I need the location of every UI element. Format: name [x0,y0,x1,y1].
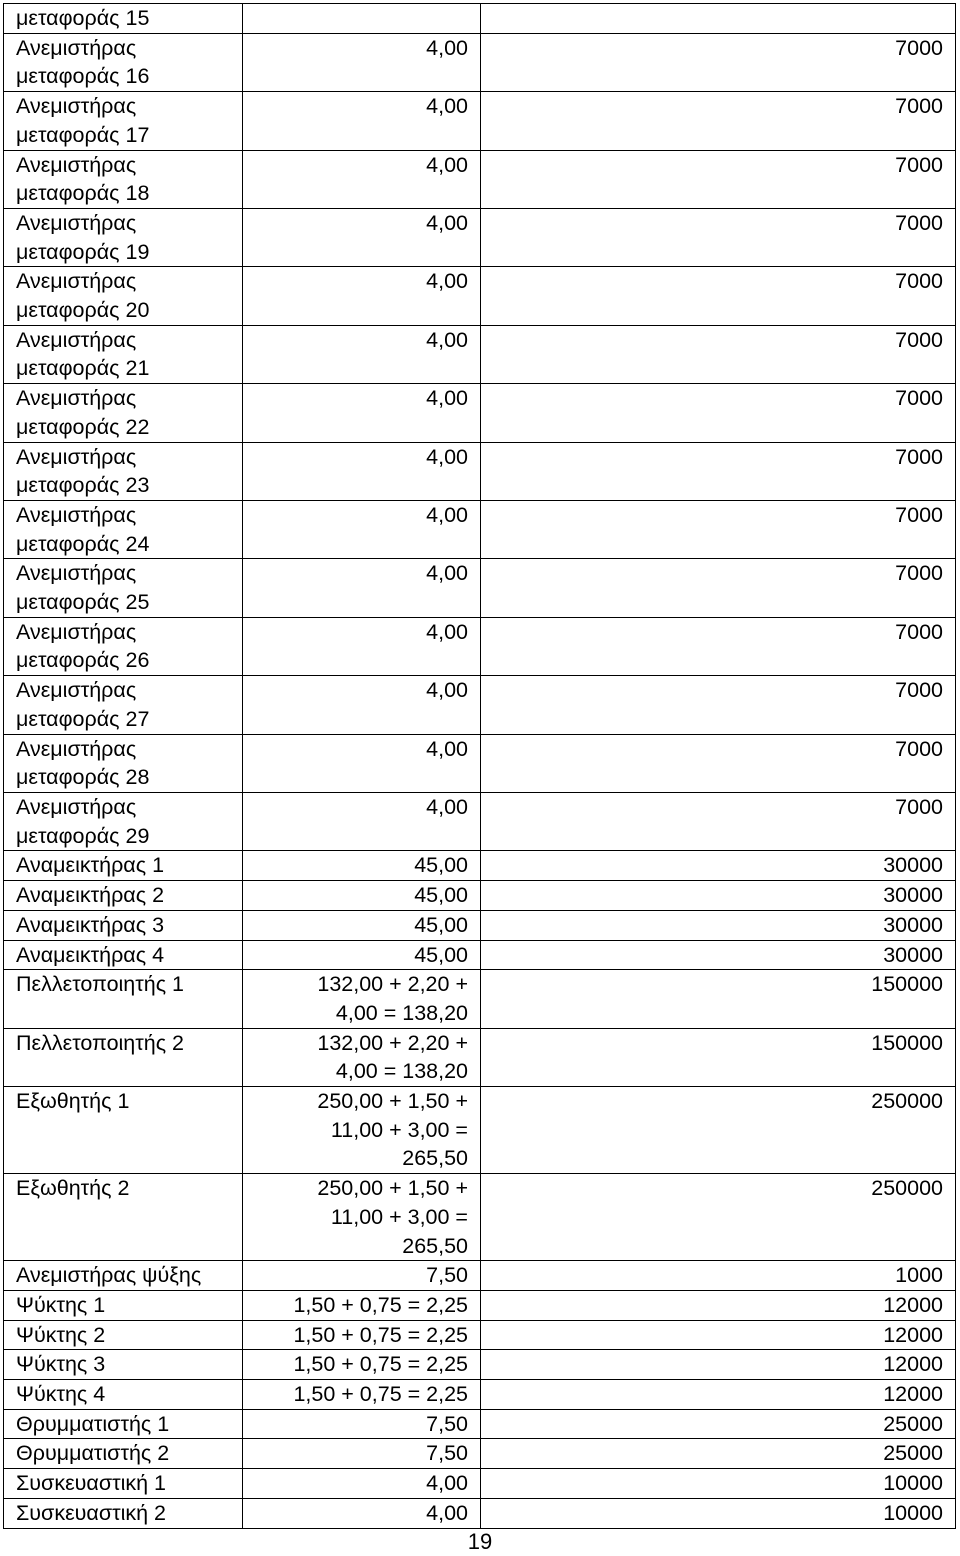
power-value-cell: 1,50 + 0,75 = 2,25 [243,1320,481,1350]
power-value-cell: 4,00 [243,267,481,325]
cost-value-cell: 12000 [481,1320,956,1350]
table-row [4,881,956,911]
equipment-name-cell: Θρυμματιστής 2 [4,1439,243,1469]
power-value-cell: 4,00 [243,150,481,208]
cost-value-cell: 7000 [481,442,956,500]
equipment-name-cell: Συσκευαστική 1 [4,1469,243,1499]
table-row [4,208,956,266]
power-value-cell: 4,00 [243,208,481,266]
equipment-name-cell: Ανεμιστήρας μεταφοράς 20 [4,267,243,325]
table-row [4,940,956,970]
power-value-cell: 1,50 + 0,75 = 2,25 [243,1350,481,1380]
power-value-cell: 4,00 [243,384,481,442]
equipment-name-cell: Εξωθητής 1 [4,1087,243,1174]
cost-value-cell: 1000 [481,1261,956,1291]
equipment-name-cell: Ανεμιστήρας μεταφοράς 21 [4,325,243,383]
power-value-cell: 45,00 [243,881,481,911]
table-row [4,150,956,208]
power-value-cell: 4,00 [243,325,481,383]
cost-value-cell: 150000 [481,970,956,1028]
cost-value-cell: 7000 [481,92,956,150]
table-row [4,1028,956,1086]
table-row [4,92,956,150]
equipment-name-cell: μεταφοράς 15 [4,4,243,34]
power-value-cell: 45,00 [243,910,481,940]
equipment-name-cell: Ανεμιστήρας μεταφοράς 18 [4,150,243,208]
cost-value-cell: 10000 [481,1498,956,1528]
cost-value-cell: 30000 [481,881,956,911]
cost-value-cell: 7000 [481,208,956,266]
power-value-cell: 4,00 [243,442,481,500]
power-value-cell: 45,00 [243,851,481,881]
cost-value-cell: 25000 [481,1409,956,1439]
equipment-name-cell: Πελλετοποιητής 2 [4,1028,243,1086]
table-row [4,851,956,881]
table-row [4,442,956,500]
cost-value-cell: 7000 [481,559,956,617]
cost-value-cell: 250000 [481,1087,956,1174]
table-row [4,1174,956,1261]
equipment-name-cell: Ανεμιστήρας μεταφοράς 24 [4,500,243,558]
equipment-name-cell: Αναμεικτήρας 1 [4,851,243,881]
cost-value-cell: 7000 [481,267,956,325]
table-row [4,617,956,675]
equipment-name-cell: Ανεμιστήρας μεταφοράς 29 [4,792,243,850]
equipment-name-cell: Πελλετοποιητής 1 [4,970,243,1028]
cost-value-cell: 250000 [481,1174,956,1261]
power-value-cell: 4,00 [243,33,481,91]
power-value-cell: 4,00 [243,792,481,850]
table-row [4,1320,956,1350]
power-value-cell: 45,00 [243,940,481,970]
cost-value-cell: 7000 [481,325,956,383]
cost-value-cell: 30000 [481,940,956,970]
power-value-cell: 4,00 [243,559,481,617]
cost-value-cell [481,4,956,34]
cost-value-cell: 7000 [481,500,956,558]
power-value-cell [243,4,481,34]
equipment-table [3,3,956,1529]
equipment-name-cell: Ψύκτης 4 [4,1380,243,1410]
power-value-cell: 250,00 + 1,50 + 11,00 + 3,00 = 265,50 [243,1087,481,1174]
equipment-name-cell: Ψύκτης 3 [4,1350,243,1380]
equipment-name-cell: Αναμεικτήρας 4 [4,940,243,970]
power-value-cell: 4,00 [243,734,481,792]
table-row [4,559,956,617]
table-row [4,970,956,1028]
table-row [4,676,956,734]
table-row [4,325,956,383]
equipment-name-cell: Ανεμιστήρας μεταφοράς 16 [4,33,243,91]
table-row [4,734,956,792]
table-row [4,384,956,442]
equipment-name-cell: Ανεμιστήρας μεταφοράς 28 [4,734,243,792]
equipment-name-cell: Αναμεικτήρας 3 [4,910,243,940]
cost-value-cell: 25000 [481,1439,956,1469]
equipment-name-cell: Ανεμιστήρας ψύξης [4,1261,243,1291]
table-row [4,267,956,325]
table-row [4,500,956,558]
table-row [4,1261,956,1291]
table-row [4,792,956,850]
cost-value-cell: 7000 [481,150,956,208]
equipment-name-cell: Ψύκτης 1 [4,1290,243,1320]
table-row [4,1498,956,1528]
power-value-cell: 4,00 [243,500,481,558]
cost-value-cell: 30000 [481,910,956,940]
equipment-table-body [4,4,956,1529]
cost-value-cell: 12000 [481,1290,956,1320]
cost-value-cell: 12000 [481,1380,956,1410]
table-row [4,1290,956,1320]
equipment-name-cell: Ανεμιστήρας μεταφοράς 22 [4,384,243,442]
cost-value-cell: 7000 [481,33,956,91]
table-row [4,1380,956,1410]
power-value-cell: 4,00 [243,1498,481,1528]
cost-value-cell: 7000 [481,617,956,675]
power-value-cell: 4,00 [243,617,481,675]
power-value-cell: 7,50 [243,1261,481,1291]
equipment-name-cell: Αναμεικτήρας 2 [4,881,243,911]
power-value-cell: 132,00 + 2,20 + 4,00 = 138,20 [243,970,481,1028]
table-row [4,1409,956,1439]
cost-value-cell: 7000 [481,676,956,734]
power-value-cell: 4,00 [243,676,481,734]
equipment-name-cell: Ψύκτης 2 [4,1320,243,1350]
equipment-name-cell: Εξωθητής 2 [4,1174,243,1261]
power-value-cell: 1,50 + 0,75 = 2,25 [243,1380,481,1410]
equipment-name-cell: Ανεμιστήρας μεταφοράς 17 [4,92,243,150]
cost-value-cell: 7000 [481,734,956,792]
cost-value-cell: 150000 [481,1028,956,1086]
table-row [4,1439,956,1469]
power-value-cell: 250,00 + 1,50 + 11,00 + 3,00 = 265,50 [243,1174,481,1261]
table-row [4,4,956,34]
power-value-cell: 7,50 [243,1439,481,1469]
table-row [4,1087,956,1174]
power-value-cell: 7,50 [243,1409,481,1439]
cost-value-cell: 12000 [481,1350,956,1380]
table-row [4,1469,956,1499]
table-row [4,910,956,940]
equipment-name-cell: Ανεμιστήρας μεταφοράς 25 [4,559,243,617]
page-number: 19 [467,1529,493,1554]
power-value-cell: 4,00 [243,92,481,150]
power-value-cell: 1,50 + 0,75 = 2,25 [243,1290,481,1320]
power-value-cell: 132,00 + 2,20 + 4,00 = 138,20 [243,1028,481,1086]
power-value-cell: 4,00 [243,1469,481,1499]
equipment-name-cell: Θρυμματιστής 1 [4,1409,243,1439]
table-row [4,33,956,91]
equipment-name-cell: Ανεμιστήρας μεταφοράς 26 [4,617,243,675]
table-row [4,1350,956,1380]
equipment-name-cell: Συσκευαστική 2 [4,1498,243,1528]
equipment-name-cell: Ανεμιστήρας μεταφοράς 27 [4,676,243,734]
cost-value-cell: 10000 [481,1469,956,1499]
cost-value-cell: 30000 [481,851,956,881]
equipment-name-cell: Ανεμιστήρας μεταφοράς 19 [4,208,243,266]
cost-value-cell: 7000 [481,384,956,442]
cost-value-cell: 7000 [481,792,956,850]
equipment-name-cell: Ανεμιστήρας μεταφοράς 23 [4,442,243,500]
